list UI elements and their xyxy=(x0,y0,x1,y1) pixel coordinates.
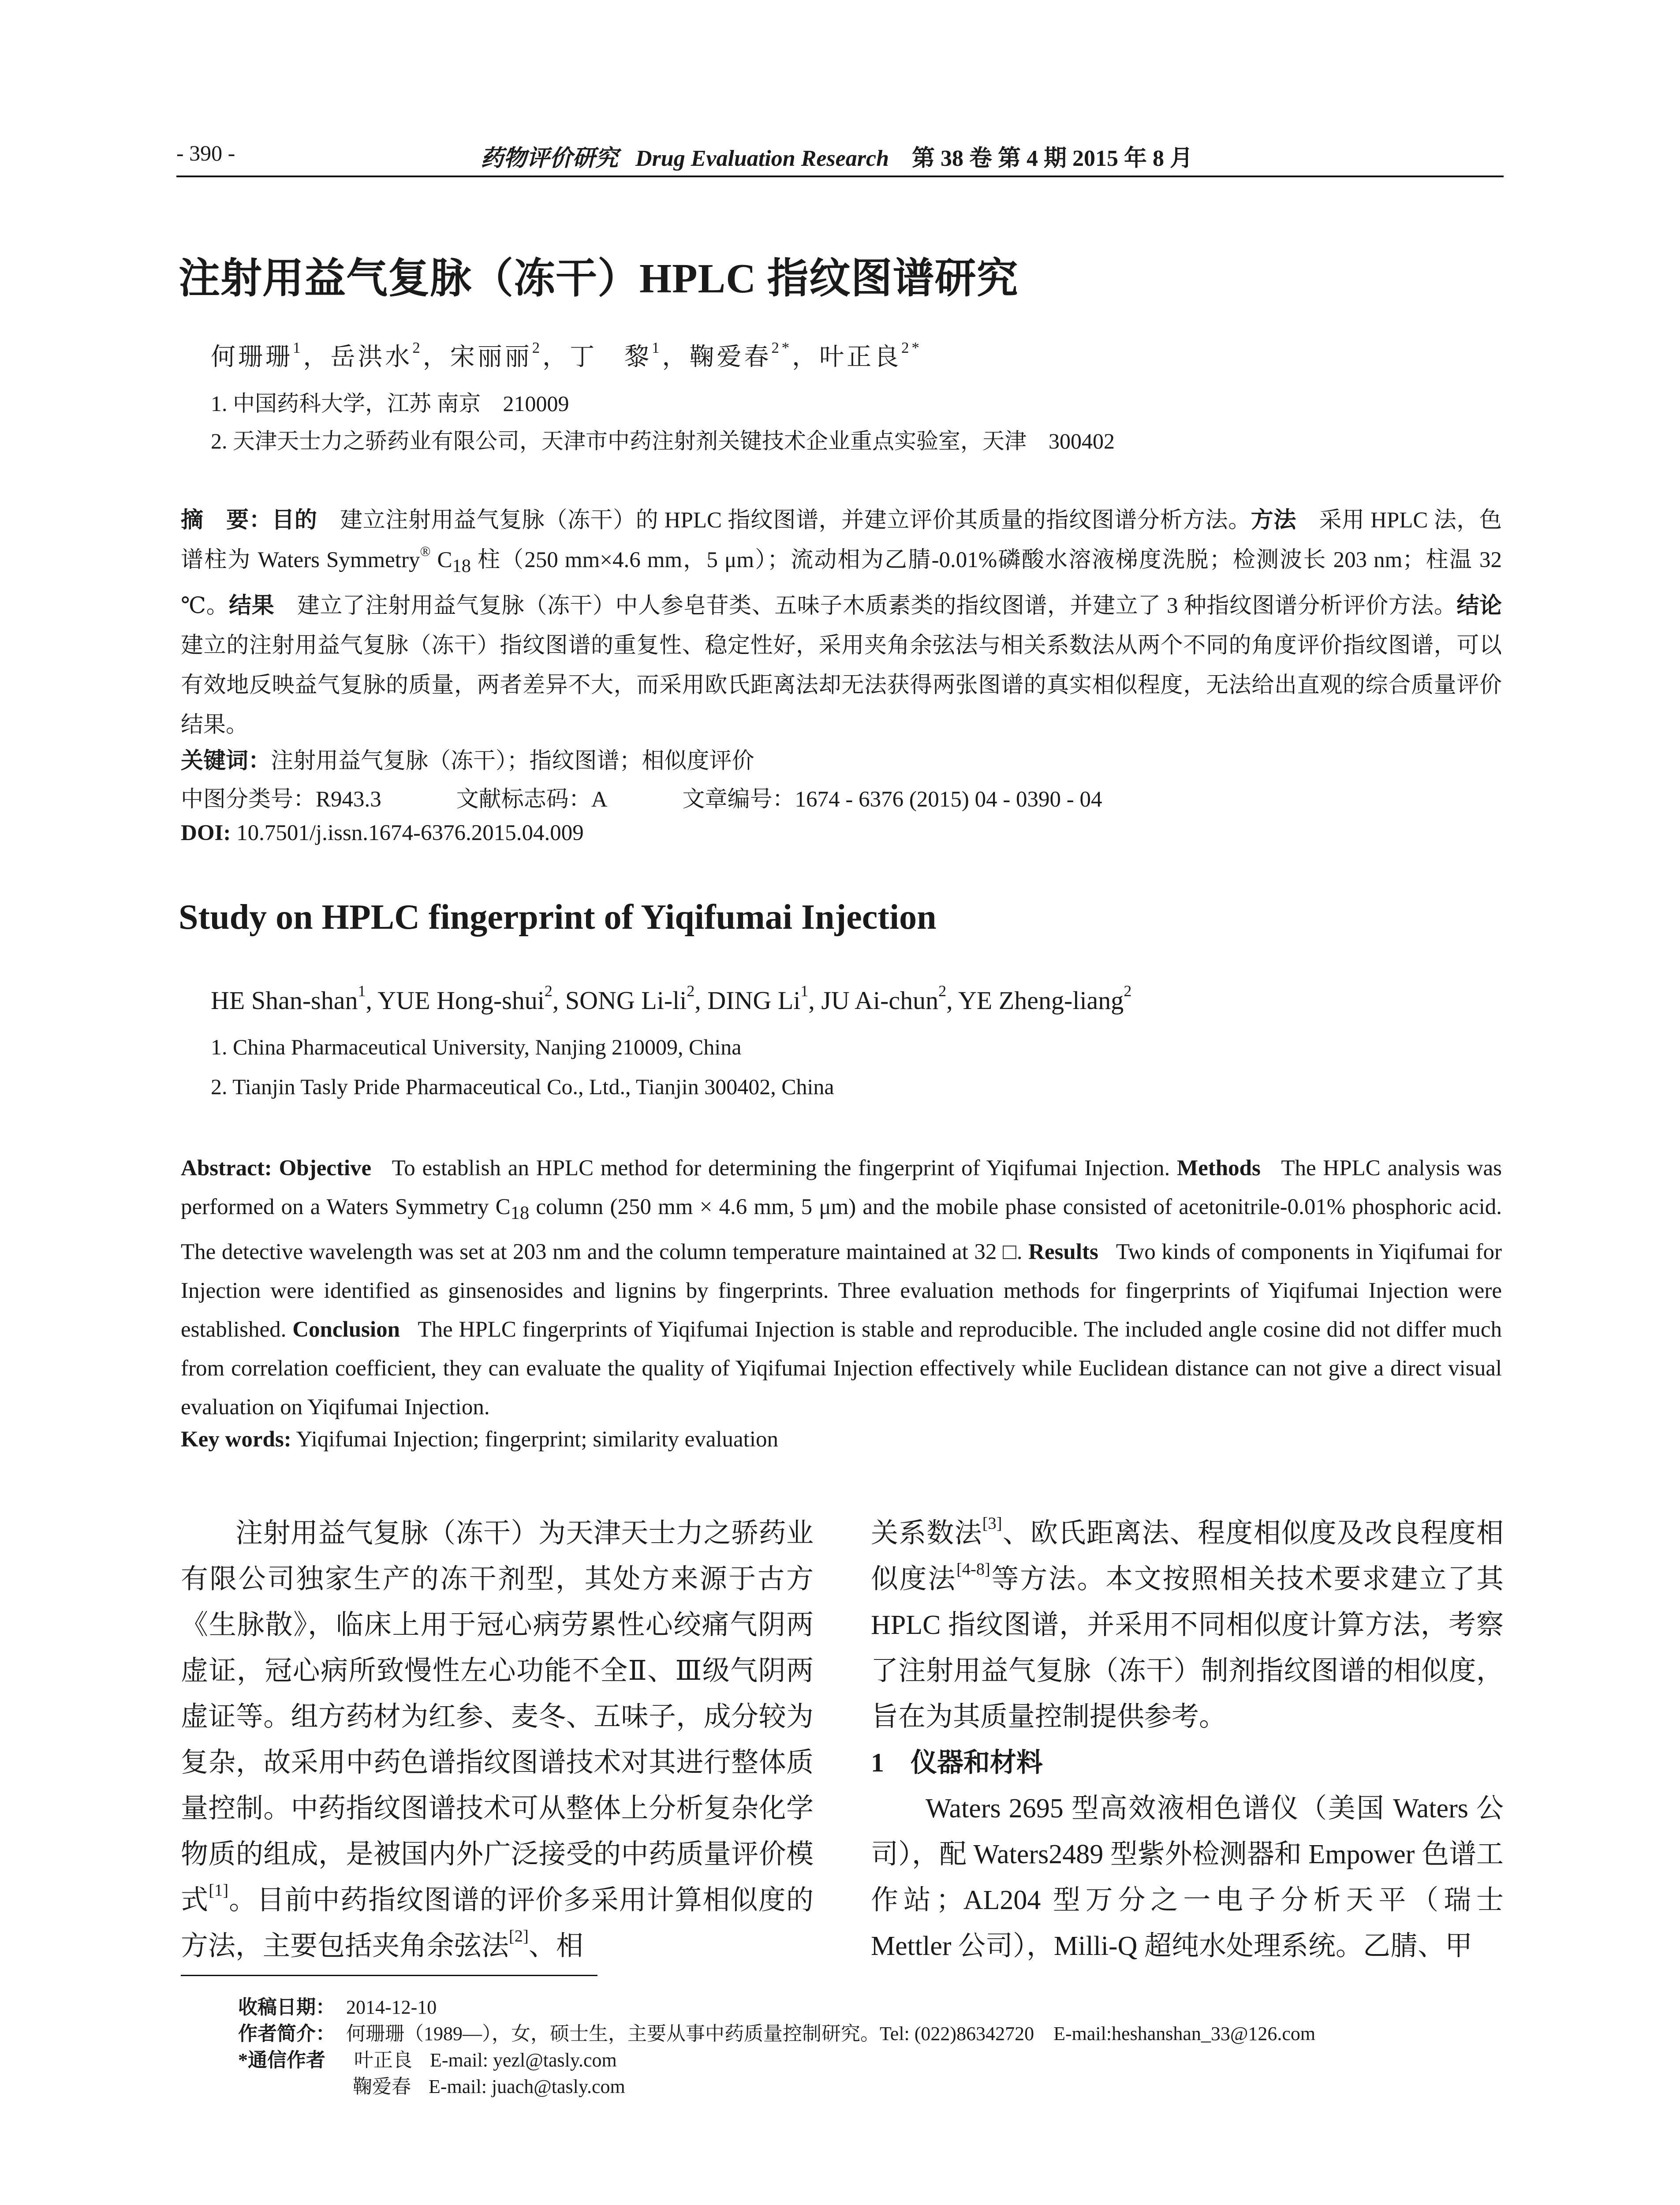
affiliation-en-1: 1. China Pharmaceutical University, Nanjing 210009, China xyxy=(211,1035,742,1059)
conclusion-label-cn: 结论 xyxy=(1456,594,1502,619)
cn-author-name: 叶正良 xyxy=(819,344,902,371)
cn-author-name: 宋丽丽 xyxy=(450,344,532,371)
body-paragraph-intro-cont xyxy=(871,1510,1504,1740)
en-author-name: HE Shan-shan xyxy=(211,986,358,1015)
cn-author-affiliation-mark: 1 xyxy=(293,339,303,357)
cn-author-separator: ， xyxy=(542,344,570,371)
corresponding-name-2: 鞠爱春 xyxy=(353,2076,411,2097)
classification-line xyxy=(181,781,1177,813)
author-bio: 何珊珊（1989—），女，硕士生，主要从事中药质量控制研究。Tel: (022)86342720 E-mail:heshanshan_33@126.com xyxy=(346,2023,1316,2044)
citation-1: [1] xyxy=(209,1881,229,1900)
section-title: 仪器和材料 xyxy=(911,1748,1043,1777)
body-text: 。目前中药指纹图谱的评价多采用计算相似度的方法，主要包括夹角余弦法 xyxy=(181,1885,814,1961)
methods-cn-c: C xyxy=(430,548,452,572)
en-author-affiliation-mark: 2 xyxy=(1124,982,1132,1000)
cn-author-affiliation-mark: 2* xyxy=(771,339,792,357)
abstract-en-label: Abstract: xyxy=(181,1156,272,1181)
en-author-affiliation-mark: 1 xyxy=(358,982,366,1000)
section-number: 1 xyxy=(871,1748,884,1777)
corresponding-email-2: E-mail: juach@tasly.com xyxy=(429,2076,625,2097)
journal-issue: 第 38 卷 第 4 期 2015 年 8 月 xyxy=(912,146,1193,171)
cn-author-affiliation-mark: 2* xyxy=(901,339,922,357)
cn-author-affiliation-mark: 2 xyxy=(412,339,423,357)
keywords-en-text: Yiqifumai Injection; fingerprint; similarity evaluation xyxy=(291,1427,778,1452)
methods-cn-b: 柱（250 mm×4.6 mm，5 μm）；流动相为乙腈-0.01%磷酸水溶液梯度洗脱；检测波长 203 nm；柱温 32 ℃。 xyxy=(181,548,1502,619)
body-column-left xyxy=(181,1510,814,1969)
title-en: Study on HPLC fingerprint of Yiqifumai Injection xyxy=(179,898,937,937)
corresponding-name-1: 叶正良 xyxy=(354,2049,412,2071)
methods-cn-a: 采用 HPLC 法，色谱柱为 Waters Symmetry xyxy=(181,508,1502,572)
doi-label: DOI: xyxy=(181,821,231,845)
document-code: 文献标志码：A xyxy=(456,787,608,812)
en-author-affiliation-mark: 2 xyxy=(544,982,553,1000)
conclusion-label-en: Conclusion xyxy=(292,1317,400,1342)
en-author-name: JU Ai-chun xyxy=(821,986,939,1015)
cn-author-separator: ， xyxy=(792,344,820,371)
en-author-name: YE Zheng-liang xyxy=(958,986,1124,1015)
en-author-affiliation-mark: 2 xyxy=(687,982,695,1000)
abstract-cn-label: 摘 要： xyxy=(181,508,272,533)
en-author-name: DING Li xyxy=(707,986,801,1015)
affiliation-cn-2: 2. 天津天士力之骄药业有限公司，天津市中药注射剂关键技术企业重点实验室，天津 300402 xyxy=(211,429,1115,453)
results-label-en: Results xyxy=(1028,1240,1098,1265)
en-author-name: YUE Hong-shui xyxy=(377,986,545,1015)
header-rule xyxy=(176,176,1504,177)
cn-author-name: 鞠爱春 xyxy=(689,344,772,371)
citation-3: [3] xyxy=(982,1514,1002,1533)
keywords-cn-label: 关键词： xyxy=(181,749,271,774)
en-author-separator: , xyxy=(808,986,821,1015)
received-label: 收稿日期： xyxy=(238,1996,335,2018)
registered-mark: ® xyxy=(420,543,431,559)
cn-author-separator: ， xyxy=(303,344,331,371)
keywords-en xyxy=(181,1427,778,1452)
en-author-separator: , xyxy=(694,986,708,1015)
en-author-separator: , xyxy=(946,986,959,1015)
body-text: 、相 xyxy=(528,1931,583,1961)
clc-number: 中图分类号：R943.3 xyxy=(181,787,381,812)
methods-en-b: column (250 mm × 4.6 mm, 5 μm) and the mobile phase consisted of acetonitrile-0.01% phosphoric acid. The detective wavelength was set at 203 nm and the column temperature maintained at 32 □. xyxy=(181,1195,1502,1265)
objective-cn: 建立注射用益气复脉（冻干）的 HPLC 指纹图谱，并建立评价其质量的指纹图谱分析方法。 xyxy=(340,508,1251,533)
footnote-corresponding-1 xyxy=(238,2044,617,2072)
journal-header xyxy=(481,139,1193,172)
methods-en-sub: 18 xyxy=(510,1203,530,1224)
footnote-received xyxy=(238,1991,437,2019)
body-text: 关系数法 xyxy=(871,1518,982,1548)
en-author-affiliation-mark: 2 xyxy=(938,982,947,1000)
doi-line xyxy=(181,820,584,846)
results-cn: 建立了注射用益气复脉（冻干）中人参皂苷类、五味子木质素类的指纹图谱，并建立了 3 种指纹图谱分析评价方法。 xyxy=(297,594,1457,619)
footnote-corresponding-2 xyxy=(353,2070,625,2099)
journal-name-cn: 药物评价研究 xyxy=(481,146,619,171)
body-text: 、欧氏距离法、程度相似度及改良程度相似度法 xyxy=(871,1518,1504,1594)
methods-en-a: The HPLC analysis was performed on a Waters Symmetry C xyxy=(181,1156,1502,1219)
body-column-right xyxy=(871,1510,1504,1969)
abstract-cn xyxy=(181,501,1502,745)
methods-cn-sub: 18 xyxy=(452,556,471,577)
authors-en xyxy=(211,982,1132,1015)
received-date: 2014-12-10 xyxy=(346,1996,437,2018)
keywords-en-label: Key words: xyxy=(181,1427,291,1452)
body-text: 注射用益气复脉（冻干）为天津天士力之骄药业有限公司独家生产的冻干剂型，其处方来源于古方《生脉散》，临床上用于冠心病劳累性心绞痛气阴两虚证，冠心病所致慢性左心功能不全Ⅱ、Ⅲ级气阴两虚证等。组方药材为红参、麦冬、五味子，成分较为复杂，故采用中药色谱指纹图谱技术对其进行整体质量控制。中药指纹图谱技术可从整体上分析复杂化学物质的组成，是被国内外广泛接受的中药质量评价模式 xyxy=(181,1518,814,1915)
results-label-cn: 结果 xyxy=(229,594,275,619)
cn-author-name: 丁 黎 xyxy=(570,344,652,371)
authors-cn xyxy=(211,337,922,373)
en-author-name: SONG Li-li xyxy=(565,986,687,1015)
body-paragraph-instruments: Waters 2695 型高效液相色谱仪（美国 Waters 公司），配 Waters2489 型紫外检测器和 Empower 色谱工作站；AL204 型万分之一电子分析天平（瑞士 Mettler 公司），Milli-Q 超纯水处理系统。乙腈、甲 xyxy=(871,1794,1504,1961)
conclusion-en: The HPLC fingerprints of Yiqifumai Injection is stable and reproducible. The included angle cosine did not differ much from correlation coefficient, they can evaluate the quality of Yiqifumai Injection effectively while Euclidean distance can not give a direct visual evaluation on Yiqifumai Injection. xyxy=(181,1317,1502,1420)
cn-author-separator: ， xyxy=(422,344,450,371)
cn-author-name: 何珊珊 xyxy=(211,344,293,371)
corresponding-label: *通信作者 xyxy=(238,2049,325,2071)
objective-en: To establish an HPLC method for determining the fingerprint of Yiqifumai Injection. xyxy=(392,1156,1170,1181)
objective-label-en: Objective xyxy=(279,1156,372,1181)
conclusion-cn: 建立的注射用益气复脉（冻干）指纹图谱的重复性、稳定性好，采用夹角余弦法与相关系数法从两个不同的角度评价指纹图谱，可以有效地反映益气复脉的质量，两者差异不大，而采用欧氏距离法却无法获得两张图谱的真实相似程度，无法给出直观的综合质量评价结果。 xyxy=(181,633,1502,738)
author-bio-label: 作者简介： xyxy=(238,2023,335,2044)
cn-author-name: 岳洪水 xyxy=(330,344,413,371)
article-number: 文章编号：1674 - 6376 (2015) 04 - 0390 - 04 xyxy=(682,787,1102,812)
body-paragraph-intro xyxy=(181,1510,814,1969)
footnote-rule xyxy=(181,1975,597,1976)
cn-author-affiliation-mark: 2 xyxy=(532,339,543,357)
methods-label-cn: 方法 xyxy=(1251,508,1296,533)
section-heading xyxy=(871,1740,1504,1786)
title-cn: 注射用益气复脉（冻干）HPLC 指纹图谱研究 xyxy=(179,256,1019,302)
en-author-affiliation-mark: 1 xyxy=(800,982,809,1000)
keywords-cn xyxy=(181,742,754,775)
en-author-separator: , xyxy=(552,986,565,1015)
abstract-en xyxy=(181,1149,1502,1427)
methods-label-en: Methods xyxy=(1177,1156,1261,1181)
citation-2: [2] xyxy=(509,1927,529,1946)
footnote-author xyxy=(238,2018,1315,2046)
affiliation-en-2: 2. Tianjin Tasly Pride Pharmaceutical Co., Ltd., Tianjin 300402, China xyxy=(211,1074,834,1099)
cn-author-separator: ， xyxy=(662,344,690,371)
en-author-separator: , xyxy=(366,986,378,1015)
cn-author-affiliation-mark: 1 xyxy=(652,339,662,357)
journal-name-en: Drug Evaluation Research xyxy=(635,146,889,171)
page-number: - 390 - xyxy=(176,141,235,165)
body-text: 等方法。本文按照相关技术要求建立了其 HPLC 指纹图谱，并采用不同相似度计算方法，考察了注射用益气复脉（冻干）制剂指纹图谱的相似度，旨在为其质量控制提供参考。 xyxy=(871,1564,1504,1732)
objective-label-cn: 目的 xyxy=(272,508,317,533)
corresponding-email-1: E-mail: yezl@tasly.com xyxy=(430,2049,617,2071)
citation-4-8: [4-8] xyxy=(956,1560,990,1579)
results-en: Two kinds of components in Yiqifumai for Injection were identified as ginsenosides and lignins by fingerprints. Three evaluation methods for fingerprints of Yiqifumai Injection were established. xyxy=(181,1240,1502,1342)
doi-value: 10.7501/j.issn.1674-6376.2015.04.009 xyxy=(231,821,584,845)
affiliation-cn-1: 1. 中国药科大学，江苏 南京 210009 xyxy=(211,391,569,416)
keywords-cn-text: 注射用益气复脉（冻干）；指纹图谱；相似度评价 xyxy=(271,749,754,774)
